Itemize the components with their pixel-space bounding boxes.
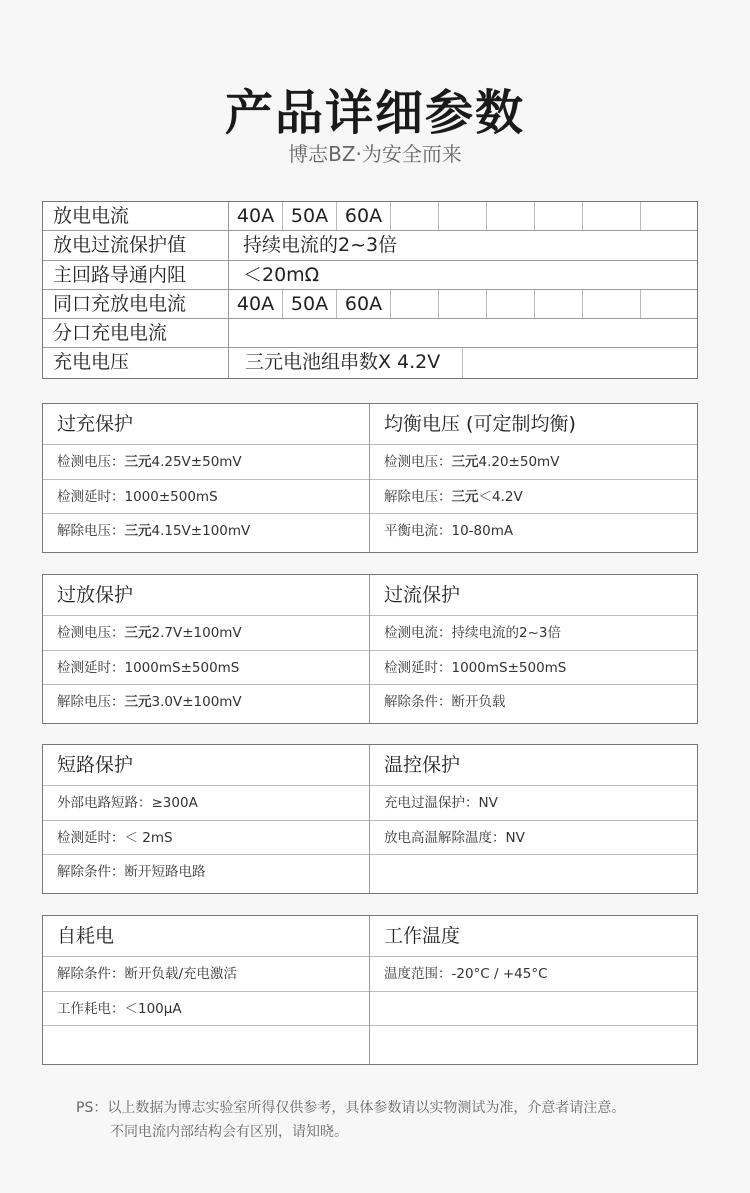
spec-value: 40A — [229, 290, 283, 318]
block-item — [370, 992, 697, 1027]
spec-row-charge-voltage — [43, 348, 697, 377]
block-item: 解除条件：断开短路电路 — [57, 864, 206, 880]
spec-value: 持续电流的2~3倍 — [243, 234, 398, 257]
block-overcharge-balance — [42, 403, 698, 553]
block-column — [43, 916, 370, 1064]
block-item: 温度范围：-20°C / +45°C — [370, 957, 697, 992]
spec-empty-cell — [641, 290, 697, 318]
block-item: 检测电压：三元4.20±50mV — [370, 445, 697, 480]
block-column — [43, 575, 370, 723]
spec-label: 放电电流 — [43, 202, 229, 230]
block-item: 检测延时：1000±500mS — [43, 480, 369, 515]
block-column — [370, 745, 697, 893]
spec-empty-cell — [439, 290, 487, 318]
spec-value: 60A — [337, 290, 391, 318]
spec-row-same-port-current — [43, 290, 697, 319]
block-title: 自耗电 — [43, 916, 369, 957]
spec-empty-cell — [391, 290, 439, 318]
block-overdischarge-overcurrent — [42, 574, 698, 724]
spec-empty-cell — [583, 290, 641, 318]
spec-empty-cell — [583, 202, 641, 230]
spec-empty-cell — [463, 348, 697, 377]
spec-label: 分口充电电流 — [43, 319, 229, 347]
block-item: 平衡电流：10-80mA — [384, 523, 514, 539]
spec-value: ＜20mΩ — [243, 263, 320, 286]
block-title: 工作温度 — [370, 916, 697, 957]
spec-empty-cell — [535, 290, 583, 318]
spec-empty-cell — [535, 202, 583, 230]
block-item: 解除电压：三元＜4.2V — [370, 480, 697, 515]
block-title: 温控保护 — [370, 745, 697, 786]
block-shortcircuit-temperature — [42, 744, 698, 894]
block-column — [370, 916, 697, 1064]
spec-value: 50A — [283, 202, 337, 230]
spec-value — [229, 319, 243, 347]
block-item — [370, 1026, 697, 1061]
block-item — [43, 1026, 369, 1061]
spec-label: 主回路导通内阻 — [43, 261, 229, 289]
spec-value: 50A — [283, 290, 337, 318]
spec-value: 40A — [229, 202, 283, 230]
spec-empty-cell — [391, 202, 439, 230]
block-column — [43, 404, 370, 552]
spec-empty-cell — [641, 202, 697, 230]
block-item: 工作耗电：＜100μA — [43, 992, 369, 1027]
spec-label: 放电过流保护值 — [43, 231, 229, 259]
block-column — [370, 575, 697, 723]
spec-row-resistance — [43, 261, 697, 290]
block-item: 放电高温解除温度：NV — [370, 821, 697, 856]
block-item: 检测延时：1000mS±500mS — [370, 651, 697, 686]
block-title: 过放保护 — [43, 575, 369, 616]
block-title: 短路保护 — [43, 745, 369, 786]
footer-line: 不同电流内部结构会有区别，请知晓。 — [110, 1124, 348, 1140]
spec-label: 充电电压 — [43, 348, 229, 377]
block-column — [43, 745, 370, 893]
footer-note — [76, 1096, 726, 1144]
block-selfconsumption-worktemp — [42, 915, 698, 1065]
spec-row-overcurrent — [43, 231, 697, 260]
spec-row-discharge-current — [43, 202, 697, 231]
block-title: 过充保护 — [43, 404, 369, 445]
page-title: 产品详细参数 — [224, 85, 525, 141]
block-item: 解除条件：断开负载/充电激活 — [43, 957, 369, 992]
footer-line: PS：以上数据为博志实验室所得仅供参考，具体参数请以实物测试为准，介意者请注意。 — [76, 1100, 626, 1116]
spec-table — [42, 201, 698, 379]
block-item: 检测延时：＜ 2mS — [43, 821, 369, 856]
block-item: 充电过温保护：NV — [370, 786, 697, 821]
page-subtitle: 博志BZ·为安全而来 — [288, 142, 462, 166]
block-item: 检测电流：持续电流的2~3倍 — [370, 616, 697, 651]
block-item: 检测延时：1000mS±500mS — [43, 651, 369, 686]
block-item: 解除条件：断开负载 — [384, 694, 506, 710]
spec-empty-cell — [439, 202, 487, 230]
block-title: 过流保护 — [370, 575, 697, 616]
block-column — [370, 404, 697, 552]
spec-value: 三元电池组串数X 4.2V — [229, 348, 463, 377]
block-item: 解除电压：三元3.0V±100mV — [57, 694, 242, 710]
block-item: 外部电路短路：≥300A — [43, 786, 369, 821]
spec-label: 同口充放电电流 — [43, 290, 229, 318]
spec-value: 60A — [337, 202, 391, 230]
block-item: 解除电压：三元4.15V±100mV — [57, 523, 251, 539]
block-item — [370, 855, 697, 890]
spec-row-split-port-current — [43, 319, 697, 348]
spec-empty-cell — [487, 290, 535, 318]
block-item: 检测电压：三元4.25V±50mV — [43, 445, 369, 480]
block-title: 均衡电压 (可定制均衡) — [370, 404, 697, 445]
spec-empty-cell — [487, 202, 535, 230]
block-item: 检测电压：三元2.7V±100mV — [43, 616, 369, 651]
